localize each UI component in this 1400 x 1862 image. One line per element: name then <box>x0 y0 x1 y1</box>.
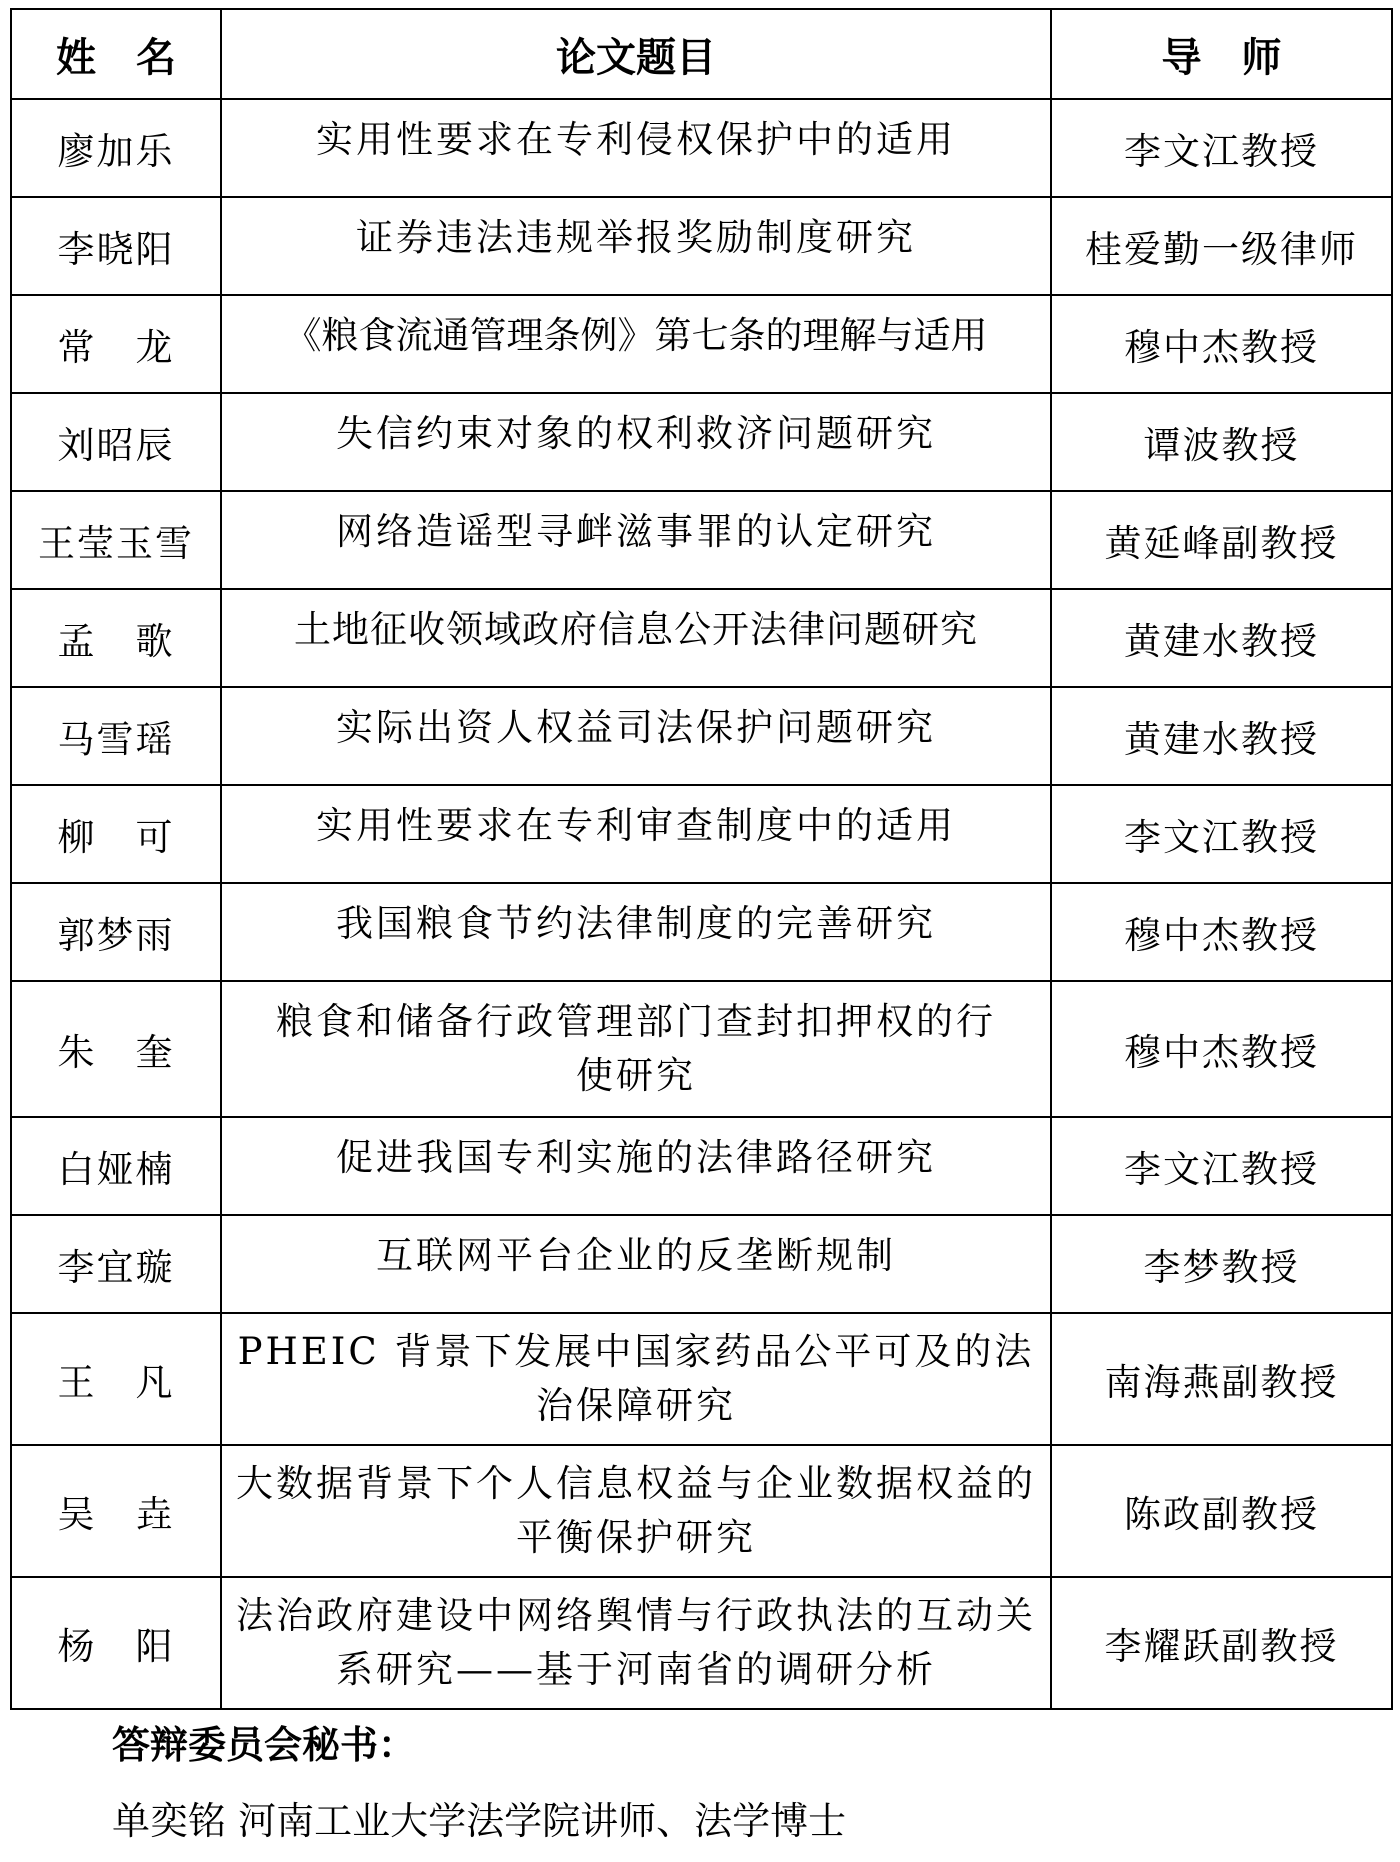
advisor-name: 南海燕副教授 <box>1051 1313 1392 1445</box>
student-name: 马雪瑶 <box>11 687 221 785</box>
table-row <box>11 589 1392 687</box>
thesis-title-text: 网络造谣型寻衅滋事罪的认定研究 <box>336 510 936 553</box>
header-name: 姓 名 <box>11 9 221 99</box>
student-name: 常 龙 <box>11 295 221 393</box>
thesis-title-text: 实用性要求在专利审查制度中的适用 <box>316 804 956 847</box>
table-row <box>11 1117 1392 1215</box>
advisor-name: 黄建水教授 <box>1051 687 1392 785</box>
advisor-name: 谭波教授 <box>1051 393 1392 491</box>
thesis-title-text: 大数据背景下个人信息权益与企业数据权益的平衡保护研究 <box>236 1462 1036 1559</box>
thesis-title <box>221 1577 1051 1709</box>
table-row <box>11 393 1392 491</box>
thesis-title-text: 互联网平台企业的反垄断规制 <box>376 1234 896 1277</box>
thesis-title <box>221 491 1051 589</box>
student-name: 廖加乐 <box>11 99 221 197</box>
thesis-title-text: 实用性要求在专利侵权保护中的适用 <box>316 118 956 161</box>
thesis-title-text: PHEIC 背景下发展中国家药品公平可及的法治保障研究 <box>237 1330 1035 1427</box>
student-name: 杨 阳 <box>11 1577 221 1709</box>
student-name: 白娅楠 <box>11 1117 221 1215</box>
thesis-title-text: 促进我国专利实施的法律路径研究 <box>336 1136 936 1179</box>
table-row <box>11 1577 1392 1709</box>
thesis-title <box>221 785 1051 883</box>
table-row <box>11 99 1392 197</box>
thesis-title-text: 粮食和储备行政管理部门查封扣押权的行使研究 <box>276 1000 996 1097</box>
advisor-name: 李文江教授 <box>1051 99 1392 197</box>
thesis-title-text: 土地征收领域政府信息公开法律问题研究 <box>294 608 978 651</box>
student-name: 王莹玉雪 <box>11 491 221 589</box>
student-name: 李晓阳 <box>11 197 221 295</box>
thesis-title <box>221 1215 1051 1313</box>
advisor-name: 黄延峰副教授 <box>1051 491 1392 589</box>
student-name: 朱 奎 <box>11 981 221 1117</box>
table-row <box>11 1215 1392 1313</box>
thesis-title <box>221 197 1051 295</box>
thesis-title-text: 证券违法违规举报奖励制度研究 <box>356 216 916 259</box>
advisor-name: 穆中杰教授 <box>1051 295 1392 393</box>
advisor-name: 李耀跃副教授 <box>1051 1577 1392 1709</box>
thesis-title <box>221 295 1051 393</box>
advisor-name: 穆中杰教授 <box>1051 981 1392 1117</box>
student-name: 王 凡 <box>11 1313 221 1445</box>
thesis-title <box>221 589 1051 687</box>
header-row <box>11 9 1392 99</box>
table-row <box>11 981 1392 1117</box>
table-row <box>11 785 1392 883</box>
advisor-name: 穆中杰教授 <box>1051 883 1392 981</box>
student-name: 吴 垚 <box>11 1445 221 1577</box>
table-row <box>11 1445 1392 1577</box>
thesis-title <box>221 883 1051 981</box>
thesis-title-text: 我国粮食节约法律制度的完善研究 <box>336 902 936 945</box>
advisor-name: 黄建水教授 <box>1051 589 1392 687</box>
thesis-title <box>221 981 1051 1117</box>
thesis-title <box>221 99 1051 197</box>
advisor-name: 李文江教授 <box>1051 785 1392 883</box>
thesis-title-text: 实际出资人权益司法保护问题研究 <box>336 706 936 749</box>
thesis-table <box>10 8 1393 1710</box>
thesis-title-text: 失信约束对象的权利救济问题研究 <box>336 412 936 455</box>
table-row <box>11 295 1392 393</box>
thesis-title <box>221 1445 1051 1577</box>
advisor-name: 桂爱勤一级律师 <box>1051 197 1392 295</box>
advisor-name: 陈政副教授 <box>1051 1445 1392 1577</box>
student-name: 李宜璇 <box>11 1215 221 1313</box>
advisor-name: 李梦教授 <box>1051 1215 1392 1313</box>
student-name: 郭梦雨 <box>11 883 221 981</box>
table-row <box>11 687 1392 785</box>
thesis-title <box>221 687 1051 785</box>
table-row <box>11 883 1392 981</box>
secretary-heading: 答辩委员会秘书： <box>112 1723 417 1767</box>
table-row <box>11 197 1392 295</box>
thesis-title <box>221 1313 1051 1445</box>
thesis-title-text: 《粮食流通管理条例》第七条的理解与适用 <box>284 314 988 357</box>
header-advisor: 导 师 <box>1051 9 1392 99</box>
student-name: 孟 歌 <box>11 589 221 687</box>
student-name: 刘昭辰 <box>11 393 221 491</box>
advisor-name: 李文江教授 <box>1051 1117 1392 1215</box>
header-title: 论文题目 <box>221 9 1051 99</box>
table-row <box>11 491 1392 589</box>
thesis-title <box>221 1117 1051 1215</box>
thesis-title-text: 法治政府建设中网络舆情与行政执法的互动关系研究——基于河南省的调研分析 <box>236 1594 1036 1691</box>
secretary-info: 单奕铭 河南工业大学法学院讲师、法学博士 <box>112 1799 847 1843</box>
student-name: 柳 可 <box>11 785 221 883</box>
thesis-title <box>221 393 1051 491</box>
table-row <box>11 1313 1392 1445</box>
